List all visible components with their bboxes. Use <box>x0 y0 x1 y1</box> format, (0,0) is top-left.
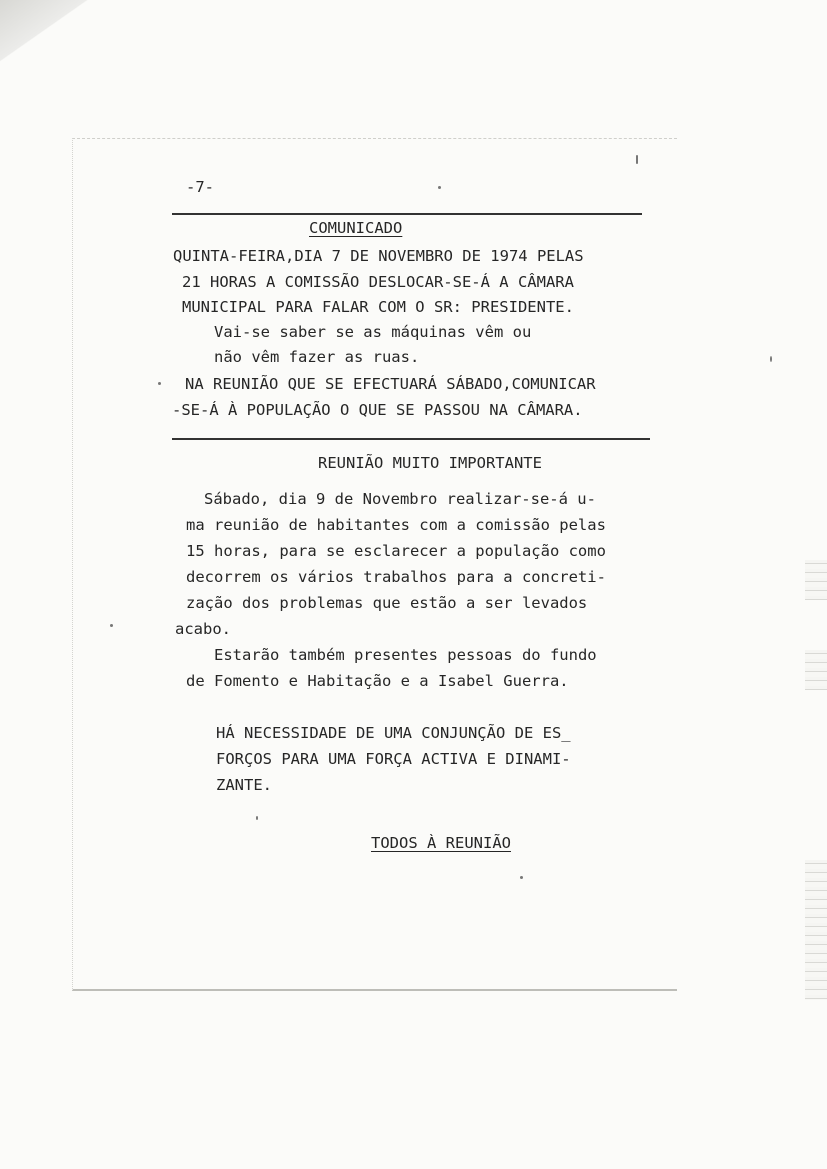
middle-divider <box>172 438 650 440</box>
reuniao-line: ma reunião de habitantes com a comissão pelas <box>186 516 606 534</box>
scan-speck <box>110 624 113 627</box>
comunicado-line: MUNICIPAL PARA FALAR COM O SR: PRESIDENTE. <box>182 298 574 316</box>
comunicado-heading: COMUNICADO <box>309 219 403 237</box>
scan-edge-noise <box>805 650 827 690</box>
reuniao-line: 15 horas, para se esclarecer a população como <box>186 542 606 560</box>
appeal-line: ZANTE. <box>216 776 272 794</box>
page-number: -7- <box>186 178 214 196</box>
scan-edge-noise <box>805 560 827 600</box>
scan-speck <box>256 816 258 820</box>
typed-sheet <box>72 138 677 991</box>
scan-speck <box>636 155 638 164</box>
reuniao-line: de Fomento e Habitação e a Isabel Guerra. <box>186 672 569 690</box>
reuniao-line: acabo. <box>175 620 231 638</box>
scan-edge-noise <box>805 860 827 1000</box>
scan-speck <box>158 382 161 385</box>
reuniao-line: Sábado, dia 9 de Novembro realizar-se-á u- <box>204 490 596 508</box>
comunicado-line: não vêm fazer as ruas. <box>214 348 420 366</box>
scan-speck <box>438 186 441 189</box>
scan-speck <box>770 356 772 362</box>
appeal-line: HÁ NECESSIDADE DE UMA CONJUNÇÃO DE ES_ <box>216 724 571 742</box>
comunicado-line: 21 HORAS A COMISSÃO DESLOCAR-SE-Á A CÂMARA <box>182 273 574 291</box>
folded-corner <box>0 0 92 70</box>
top-divider <box>172 213 642 215</box>
comunicado-line: -SE-Á À POPULAÇÃO O QUE SE PASSOU NA CÂMARA. <box>172 401 583 419</box>
comunicado-line: NA REUNIÃO QUE SE EFECTUARÁ SÁBADO,COMUNICAR <box>185 375 596 393</box>
reuniao-heading: REUNIÃO MUITO IMPORTANTE <box>318 454 542 472</box>
reuniao-line: zação dos problemas que estão a ser levados <box>186 594 588 612</box>
scan-speck <box>520 876 523 879</box>
reuniao-line: decorrem os vários trabalhos para a concreti- <box>186 568 606 586</box>
comunicado-line: QUINTA-FEIRA,DIA 7 DE NOVEMBRO DE 1974 PELAS <box>173 247 584 265</box>
reuniao-line: Estarão também presentes pessoas do fundo <box>214 646 597 664</box>
appeal-line: FORÇOS PARA UMA FORÇA ACTIVA E DINAMI- <box>216 750 571 768</box>
comunicado-line: Vai-se saber se as máquinas vêm ou <box>214 323 532 341</box>
closing-call: TODOS À REUNIÃO <box>371 834 511 852</box>
